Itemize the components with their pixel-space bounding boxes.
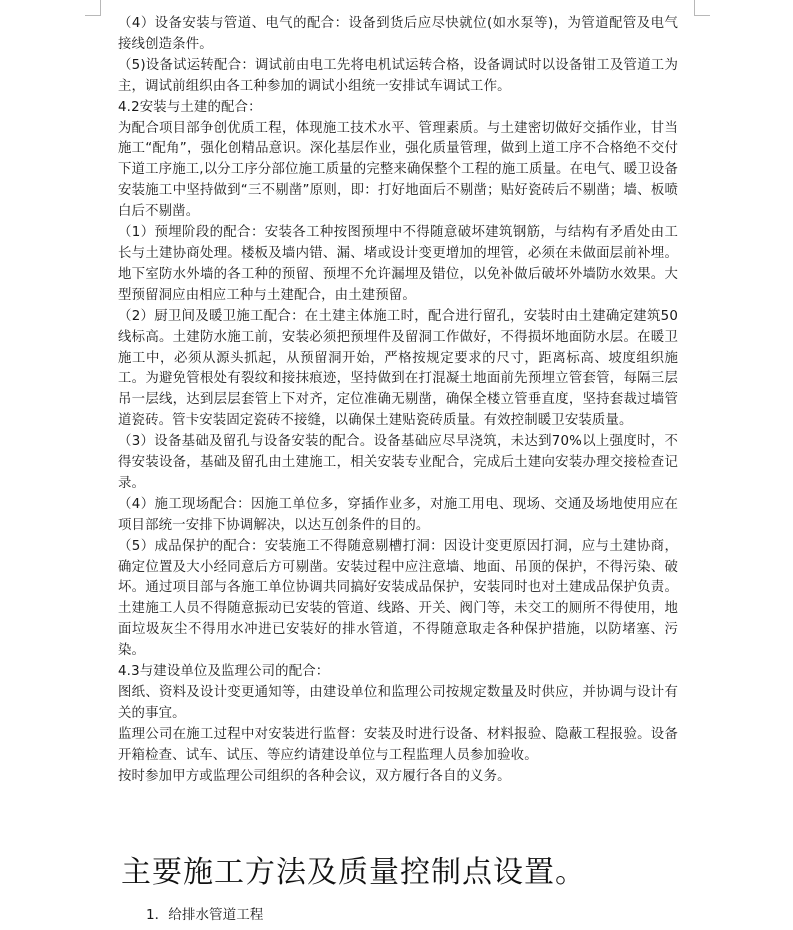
paragraph-foundation: （3）设备基础及留孔与设备安装的配合。设备基础应尽早浇筑，未达到70%以上强度时，不得安装设备，基础及留孔由土建施工，相关安装专业配合，完成后土建向安装办理交接检查记录。	[118, 434, 678, 491]
list-item-water-pipe: 1．给排水管道工程	[146, 907, 264, 923]
page-corner-mark-right-h	[694, 15, 710, 16]
section-heading-4-3: 4.3与建设单位及监理公司的配合：	[118, 664, 330, 680]
page-corner-mark-left-h	[85, 15, 101, 16]
paragraph-quality-project: 为配合项目部争创优质工程，体现施工技术水平、管理素质。与土建密切做好交插作业，甘当施工“配角”，强化创精品意识。深化基层作业，强化质量管理，做到上道工序不合格绝不交付下道工序施工,以分工序分部位施工质量的完整来确保整个工程的施工质量。在电气、暖卫设备安装施工中坚持做到“三不剔凿”原则，即：打好地面后不剔凿；贴好瓷砖后不剔凿；墙、板喷白后不剔凿。	[118, 120, 678, 220]
paragraph-embedding-stage: （1）预埋阶段的配合：安装各工种按图预埋中不得随意破坏建筑钢筋，与结构有矛盾处由工长与土建协商处理。楼板及墙内错、漏、堵或设计变更增加的埋管，必须在未做面层前补埋。地下室防水外墙的各工种的预留、预埋不允许漏埋及错位，以免补做后破坏外墙防水效果。大型预留洞应由相应工种与土建配合，由土建预留。	[118, 225, 678, 303]
body-text	[118, 14, 678, 788]
paragraph-equipment-pipe: （4）设备安装与管道、电气的配合：设备到货后应尽快就位(如水泵等)，为管道配管及电气接线创造条件。	[118, 16, 678, 52]
paragraph-trial-run: （5)设备试运转配合：调试前由电工先将电机试运转合格，设备调试时以设备钳工及管道工为主，调试前组织由各工种参加的调试小组统一安排试车调试工作。	[118, 57, 678, 94]
page-corner-mark-right	[694, 0, 695, 16]
paragraph-supervision: 监理公司在施工过程中对安装进行监督：安装及时进行设备、材料报验、隐蔽工程报验。设备开箱检查、试车、试压、等应约请建设单位与工程监理人员参加验收。	[118, 726, 678, 763]
chapter-heading: 主要施工方法及质量控制点设置。	[121, 855, 586, 890]
paragraph-site-coordination: （4）施工现场配合：因施工单位多，穿插作业多，对施工用电、现场、交通及场地使用应在项目部统一安排下协调解决，以达互创条件的目的。	[118, 496, 678, 533]
section-heading-4-2: 4.2安装与土建的配合：	[118, 99, 262, 115]
page-corner-mark-left	[100, 0, 101, 16]
paragraph-kitchen-bath: （2）厨卫间及暖卫施工配合：在土建主体施工时，配合进行留孔，安装时由土建确定建筑50线标高。土建防水施工前，安装必须把预埋件及留洞工作做好，不得损坏地面防水层。在暖卫施工中，必须从源头抓起，从预留洞开始，严格按规定要求的尺寸，距离标高、坡度组织施工。为避免管根处有裂纹和接抹痕迹，坚持做到在打混凝土地面前先预埋立管套管，每隔三层吊一层线，达到层层套管上下对齐，定位准确无剔凿，确保全楼立管垂直度，坚持套裁过墙管道瓷砖。管卡安装固定瓷砖不接缝，以确保土建贴瓷砖质量。有效控制暖卫安装质量。	[118, 308, 678, 429]
paragraph-drawings: 图纸、资料及设计变更通知等，由建设单位和监理公司按规定数量及时供应，并协调与设计有关的事宜。	[118, 685, 678, 721]
paragraph-meetings: 按时参加甲方或监理公司组织的各种会议，双方履行各自的义务。	[118, 768, 511, 784]
paragraph-finished-protection: （5）成品保护的配合：安装施工不得随意剔槽打洞：因设计变更原因打洞，应与土建协商，确定位置及大小经同意后方可剔凿。安装过程中应注意墙、地面、吊顶的保护，不得污染、破坏。通过项目部与各施工单位协调共同搞好安装成品保护，安装同时也对土建成品保护负责。土建施工人员不得随意振动已安装的管道、线路、开关、阀门等，未交工的厕所不得使用，地面垃圾灰尘不得用水冲进已安装好的排水管道，不得随意取走各种保护措施，以防堵塞、污染。	[118, 538, 678, 659]
